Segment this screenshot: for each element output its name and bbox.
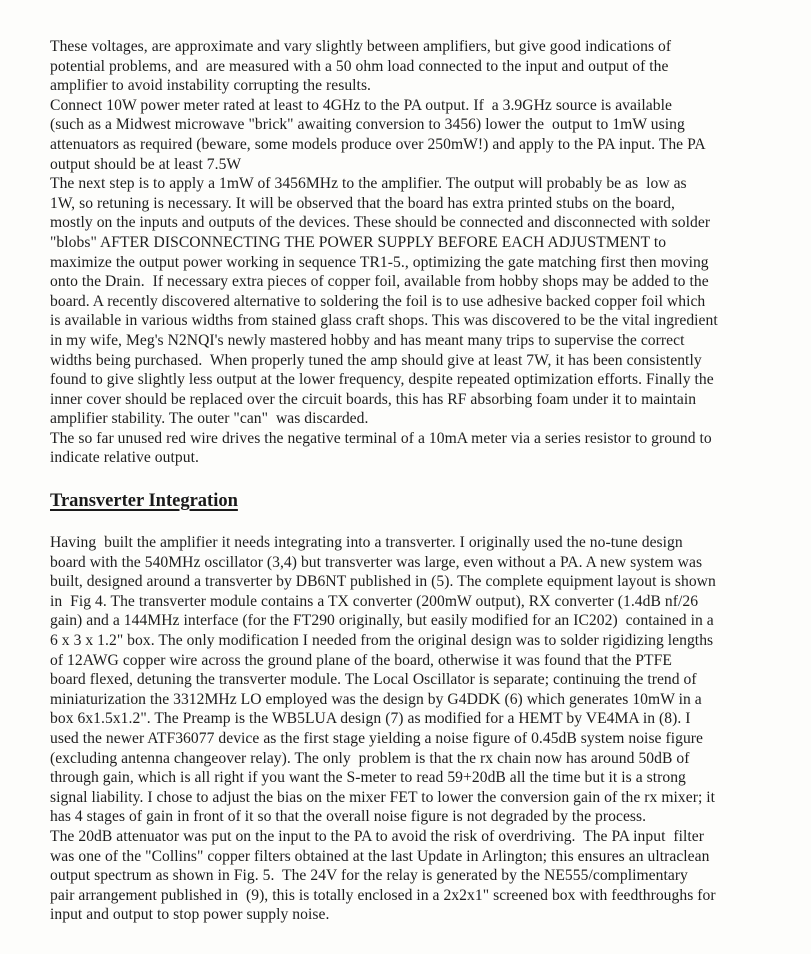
text-line: Connect 10W power meter rated at least to 4GHz to the PA output. If a 3.9GHz source is available	[50, 96, 672, 114]
text-line: in Fig 4. The transverter module contains a TX converter (200mW output), RX converter (1.4dB nf/26	[50, 592, 699, 610]
section-heading: Transverter Integration	[50, 491, 238, 511]
section-amplifier-tuning	[50, 37, 800, 468]
paragraph-voltages	[50, 37, 800, 96]
text-line: board with the 540MHz oscillator (3,4) but transverter was large, even without a PA. A new system was	[50, 553, 703, 571]
text-line: built, designed around a transverter by DB6NT published in (5). The complete equipment layout is shown	[50, 573, 716, 591]
text-line: 6 x 3 x 1.2" box. The only modification I needed from the original design was to solder rigidizing lengths	[50, 631, 714, 649]
text-line: onto the Drain. If necessary extra pieces of copper foil, available from hobby shops may be added to the	[50, 273, 709, 291]
paragraph-retuning	[50, 174, 800, 429]
text-line: box 6x1.5x1.2". The Preamp is the WB5LUA design (7) as modified for a HEMT by VE4MA in (8). I	[50, 710, 691, 728]
text-line: output spectrum as shown in Fig. 5. The 24V for the relay is generated by the NE555/complimentary	[50, 867, 688, 885]
text-line: (such as a Midwest microwave "brick" awaiting conversion to 3456) lower the output to 1mW using	[50, 116, 685, 134]
text-line: These voltages, are approximate and vary slightly between amplifiers, but give good indications of	[50, 38, 672, 55]
paragraph-red-wire	[50, 429, 800, 468]
text-line: inner cover should be replaced over the circuit boards, this has RF absorbing foam under it to maintain	[50, 390, 697, 408]
text-line: (excluding antenna changeover relay). The only problem is that the rx chain now has around 50dB of	[50, 749, 690, 767]
text-line: through gain, which is all right if you want the S-meter to read 59+20dB all the time but it is a strong	[50, 769, 686, 787]
text-line: "blobs" AFTER DISCONNECTING THE POWER SUPPLY BEFORE EACH ADJUSTMENT to	[50, 233, 667, 251]
text-line: The so far unused red wire drives the negative terminal of a 10mA meter via a series resistor to ground to	[50, 429, 712, 447]
text-line: 1W, so retuning is necessary. It will be observed that the board has extra printed stubs on the board,	[50, 194, 675, 212]
text-line: is available in various widths from stained glass craft shops. This was discovered to be the vital ingredient	[50, 312, 718, 330]
text-line: attenuators as required (beware, some models produce over 250mW!) and apply to the PA input. The PA	[50, 135, 706, 153]
text-line: potential problems, and are measured with a 50 ohm load connected to the input and output of the	[50, 57, 669, 75]
text-line: widths being purchased. When properly tuned the amp should give at least 7W, it has been consistently	[50, 351, 702, 369]
text-line: miniaturization the 3312MHz LO employed was the design by G4DDK (6) which generates 10mW in a	[50, 690, 702, 708]
paragraph-power-meter	[50, 96, 800, 174]
text-line: gain) and a 144MHz interface (for the FT290 originally, but easily modified for an IC202) contained in a	[50, 612, 714, 630]
text-line: output should be at least 7.5W	[50, 155, 242, 173]
text-line: has 4 stages of gain in front of it so that the overall noise figure is not degraded by the process.	[50, 808, 647, 826]
text-line: input and output to stop power supply noise.	[50, 906, 330, 924]
text-line: The 20dB attenuator was put on the input to the PA to avoid the risk of overdriving. The PA input filter	[50, 827, 704, 845]
text-line: of 12AWG copper wire across the ground plane of the board, otherwise it was found that the PTFE	[50, 651, 672, 669]
text-line: signal liability. I chose to adjust the bias on the mixer FET to lower the conversion gain of the rx mixer; it	[50, 788, 716, 806]
text-line: The next step is to apply a 1mW of 3456MHz to the amplifier. The output will probably be as low as	[50, 175, 687, 193]
text-line: amplifier to avoid instability corrupting the results.	[50, 77, 372, 95]
text-line: board flexed, detuning the transverter module. The Local Oscillator is separate; continuing the trend of	[50, 671, 697, 689]
text-line: used the newer ATF36077 device as the first stage yielding a noise figure of 0.45dB system noise figure	[50, 729, 704, 747]
text-line: was one of the "Collins" copper filters obtained at the last Update in Arlington; this ensures an ultraclean	[50, 847, 710, 865]
text-line: found to give slightly less output at the lower frequency, despite repeated optimization efforts. Finally the	[50, 371, 714, 389]
section-transverter-integration	[50, 533, 800, 925]
text-line: Having built the amplifier it needs integrating into a transverter. I originally used the no-tune design	[50, 534, 683, 551]
paragraph-transverter	[50, 533, 800, 827]
text-line: board. A recently discovered alternative to soldering the foil is to use adhesive backed copper foil which	[50, 292, 706, 310]
text-line: mostly on the inputs and outputs of the devices. These should be connected and disconnected with solder	[50, 214, 711, 232]
text-line: in my wife, Meg's N2NQI's newly mastered hobby and has meant many trips to supervise the correct	[50, 331, 685, 349]
text-line: amplifier stability. The outer "can" was discarded.	[50, 410, 369, 428]
text-line: indicate relative output.	[50, 449, 199, 467]
paragraph-attenuator	[50, 827, 800, 925]
text-line: pair arrangement published in (9), this is totally enclosed in a 2x2x1" screened box with feedthroughs for	[50, 886, 716, 904]
text-line: maximize the output power working in sequence TR1-5., optimizing the gate matching first then moving	[50, 253, 709, 271]
